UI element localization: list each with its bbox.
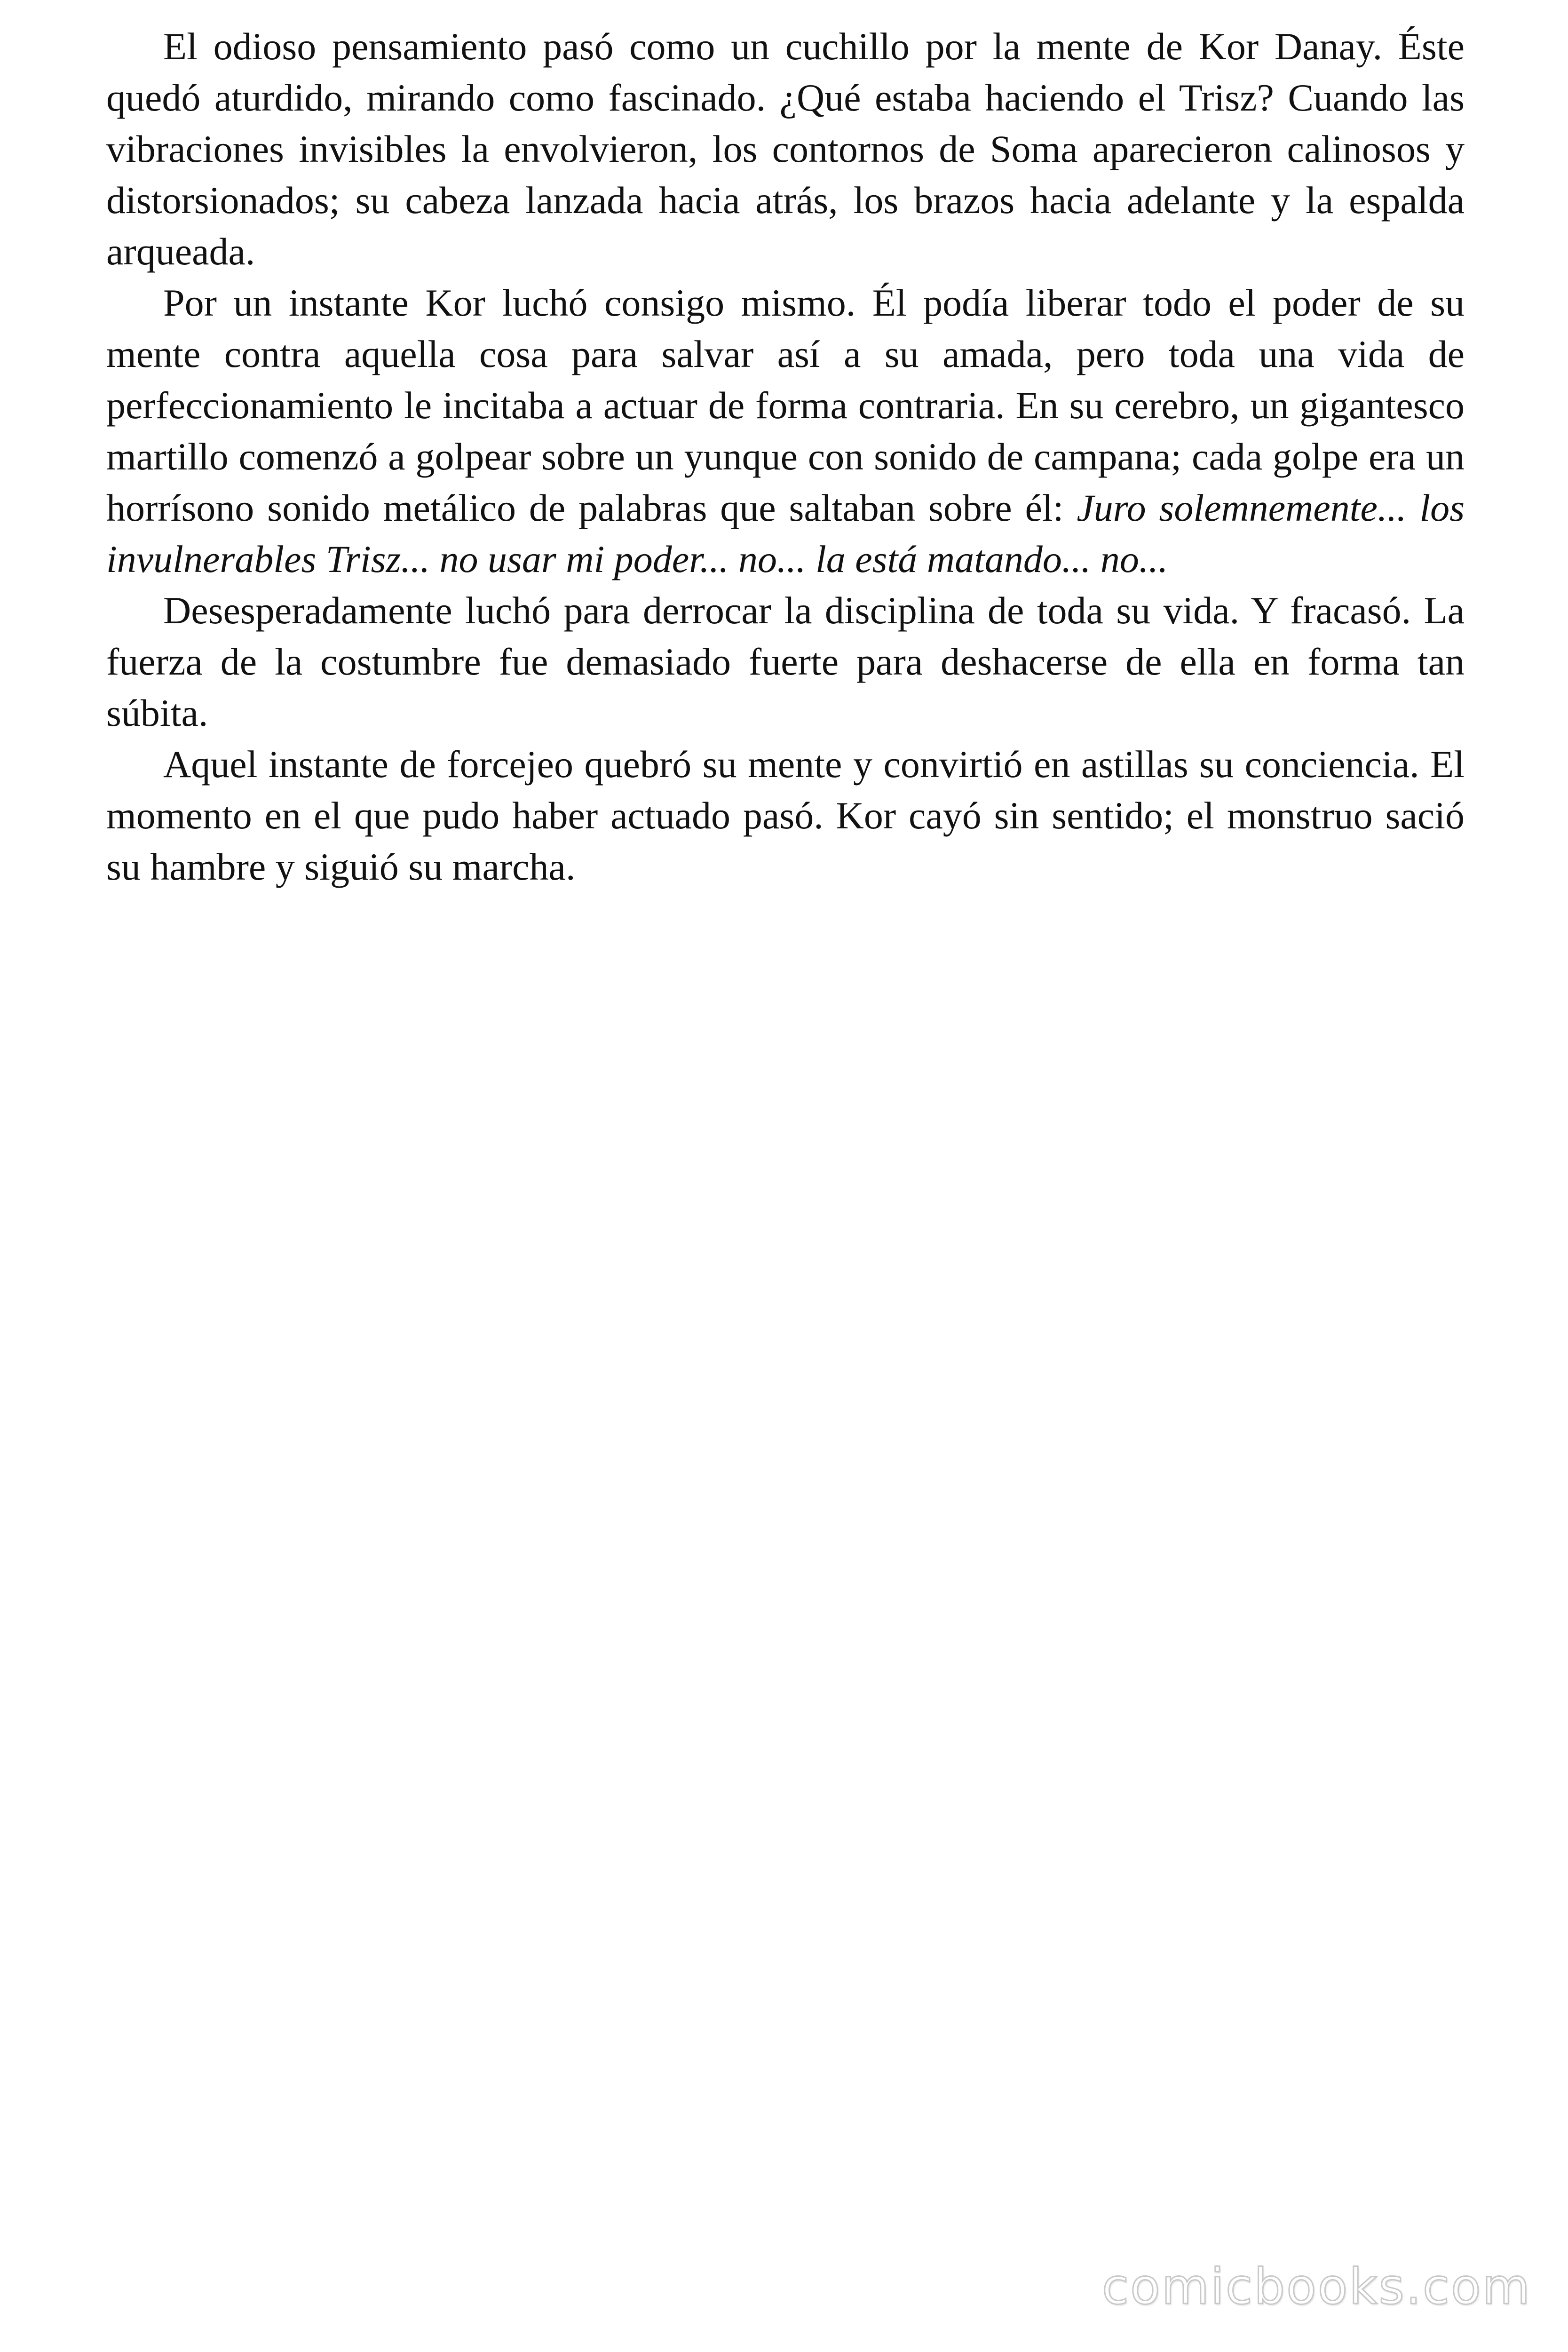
paragraph-1 <box>106 21 1465 277</box>
italic-oath-text: Juro solemnemente... los invulnerables Trisz... no usar mi poder... no... la está matando... no... <box>106 486 1465 580</box>
paragraph-text: El odioso pensamiento pasó como un cuchillo por la mente de Kor Danay. Éste quedó aturdido, mirando como fascinado. ¿Qué estaba haciendo el Trisz? Cuando las vibraciones invisibles la envolvieron, los contornos de Soma aparecieron calinosos y distorsionados; su cabeza lanzada hacia atrás, los brazos hacia adelante y la espalda arqueada. <box>106 25 1465 273</box>
paragraph-4 <box>106 739 1465 892</box>
watermark: comicbooks.com <box>1101 2258 1531 2315</box>
paragraph-text: Aquel instante de forcejeo quebró su mente y convirtió en astillas su conciencia. El momento en el que pudo haber actuado pasó. Kor cayó sin sentido; el monstruo sació su hambre y siguió su marcha. <box>106 743 1465 888</box>
paragraph-text: Por un instante Kor luchó consigo mismo. Él podía liberar todo el poder de su mente contra aquella cosa para salvar así a su amada, pero toda una vida de perfeccionamiento le incitaba a actuar de forma contraria. En su cerebro, un gigantesco martillo comenzó a golpear sobre un yunque con sonido de campana; cada golpe era un horrísono sonido metálico de palabras que saltaban sobre él: <box>106 281 1465 529</box>
paragraph-2 <box>106 277 1465 585</box>
paragraph-text: Desesperadamente luchó para derrocar la disciplina de toda su vida. Y fracasó. La fuerza de la costumbre fue demasiado fuerte para deshacerse de ella en forma tan súbita. <box>106 589 1465 734</box>
body-text <box>106 21 1465 892</box>
paragraph-3 <box>106 585 1465 739</box>
